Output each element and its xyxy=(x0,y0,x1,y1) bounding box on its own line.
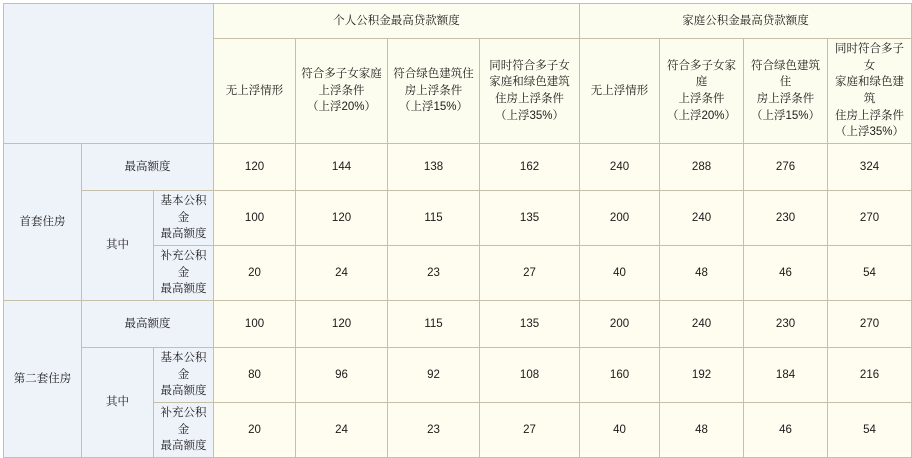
cell-value: 230 xyxy=(744,301,828,348)
cell-value: 288 xyxy=(660,144,744,191)
cell-value: 100 xyxy=(214,301,296,348)
cell-value: 135 xyxy=(480,301,580,348)
row-label-supplementary-fund xyxy=(154,246,214,301)
row-label-basic-fund xyxy=(154,191,214,246)
cell-value: 240 xyxy=(580,144,660,191)
header-group-personal: 个人公积金最高贷款额度 xyxy=(214,4,580,39)
cell-value: 92 xyxy=(388,348,480,403)
header-line: 家庭和绿色建筑 xyxy=(835,76,905,106)
table-row xyxy=(4,191,912,246)
header-line: （上浮15%） xyxy=(399,101,469,114)
header-col-family-both xyxy=(828,39,912,144)
header-line: 同时符合多子女 xyxy=(489,59,570,72)
header-line: 房上浮条件 xyxy=(756,93,815,106)
row-label-max-limit: 最高额度 xyxy=(82,301,214,348)
cell-value: 27 xyxy=(480,246,580,301)
row-label-line: 补充公积金 xyxy=(160,250,207,279)
cell-value: 120 xyxy=(296,301,388,348)
header-col-family-multichild xyxy=(660,39,744,144)
row-label-line: 基本公积金 xyxy=(160,195,207,224)
cell-value: 20 xyxy=(214,246,296,301)
row-label-line: 最高额度 xyxy=(160,228,207,241)
header-line: 上浮条件 xyxy=(678,93,725,106)
cell-value: 135 xyxy=(480,191,580,246)
header-col-family-base xyxy=(580,39,660,144)
cell-value: 270 xyxy=(828,191,912,246)
cell-value: 46 xyxy=(744,246,828,301)
header-line: （上浮35%） xyxy=(835,126,905,139)
header-col-family-green xyxy=(744,39,828,144)
cell-value: 24 xyxy=(296,403,388,458)
header-line: 同时符合多子女 xyxy=(835,43,905,72)
header-col-personal-base xyxy=(214,39,296,144)
header-col-personal-both xyxy=(480,39,580,144)
cell-value: 115 xyxy=(388,301,480,348)
header-line: （上浮20%） xyxy=(667,109,737,122)
cell-value: 108 xyxy=(480,348,580,403)
loan-limit-table-page xyxy=(0,3,905,453)
row-label-max-limit: 最高额度 xyxy=(82,144,214,191)
header-line: 无上浮情形 xyxy=(225,84,284,97)
header-group-family: 家庭公积金最高贷款额度 xyxy=(580,4,912,39)
row-label-qizhong: 其中 xyxy=(82,191,154,301)
header-line: 符合多子女家庭 xyxy=(667,59,737,89)
cell-value: 48 xyxy=(660,246,744,301)
cell-value: 240 xyxy=(660,301,744,348)
header-line: 房上浮条件 xyxy=(404,84,463,97)
header-line: （上浮35%） xyxy=(495,109,565,122)
table-row xyxy=(4,301,912,348)
cell-value: 96 xyxy=(296,348,388,403)
header-line: 符合绿色建筑住 xyxy=(751,59,821,89)
cell-value: 200 xyxy=(580,301,660,348)
header-line: 无上浮情形 xyxy=(590,84,649,97)
table-row xyxy=(4,348,912,403)
cell-value: 20 xyxy=(214,403,296,458)
header-line: 住房上浮条件 xyxy=(835,109,905,122)
cell-value: 54 xyxy=(828,246,912,301)
row-label-line: 最高额度 xyxy=(160,283,207,296)
cell-value: 240 xyxy=(660,191,744,246)
cell-value: 184 xyxy=(744,348,828,403)
cell-value: 324 xyxy=(828,144,912,191)
cell-value: 144 xyxy=(296,144,388,191)
row-label-line: 最高额度 xyxy=(160,385,207,398)
header-col-personal-multichild xyxy=(296,39,388,144)
header-line: 家庭和绿色建筑 xyxy=(489,76,570,89)
header-line: 符合多子女家庭 xyxy=(301,68,382,80)
table-row xyxy=(4,144,912,191)
cell-value: 46 xyxy=(744,403,828,458)
cell-value: 23 xyxy=(388,403,480,458)
table-corner-cell xyxy=(4,4,214,144)
cell-value: 276 xyxy=(744,144,828,191)
cell-value: 192 xyxy=(660,348,744,403)
row-label-line: 基本公积金 xyxy=(160,352,207,381)
cell-value: 120 xyxy=(214,144,296,191)
row-label-line: 最高额度 xyxy=(160,440,207,453)
cell-value: 270 xyxy=(828,301,912,348)
cell-value: 216 xyxy=(828,348,912,403)
cell-value: 160 xyxy=(580,348,660,403)
header-line: （上浮15%） xyxy=(751,109,821,122)
header-line: 上浮条件 xyxy=(318,84,365,97)
cell-value: 200 xyxy=(580,191,660,246)
cell-value: 40 xyxy=(580,403,660,458)
header-line: （上浮20%） xyxy=(307,101,377,114)
row-label-line: 补充公积金 xyxy=(160,407,207,436)
cell-value: 230 xyxy=(744,191,828,246)
row-label-supplementary-fund xyxy=(154,403,214,458)
row-label-qizhong: 其中 xyxy=(82,348,154,458)
cell-value: 80 xyxy=(214,348,296,403)
header-group-row xyxy=(4,4,912,39)
cell-value: 120 xyxy=(296,191,388,246)
cell-value: 100 xyxy=(214,191,296,246)
cell-value: 24 xyxy=(296,246,388,301)
cell-value: 115 xyxy=(388,191,480,246)
section-label-second-home: 第二套住房 xyxy=(4,301,82,458)
cell-value: 48 xyxy=(660,403,744,458)
cell-value: 27 xyxy=(480,403,580,458)
row-label-basic-fund xyxy=(154,348,214,403)
cell-value: 162 xyxy=(480,144,580,191)
header-line: 符合绿色建筑住 xyxy=(393,68,474,80)
cell-value: 23 xyxy=(388,246,480,301)
loan-limit-table xyxy=(3,3,912,458)
section-label-first-home: 首套住房 xyxy=(4,144,82,301)
cell-value: 40 xyxy=(580,246,660,301)
header-col-personal-green xyxy=(388,39,480,144)
cell-value: 54 xyxy=(828,403,912,458)
header-line: 住房上浮条件 xyxy=(495,93,565,106)
cell-value: 138 xyxy=(388,144,480,191)
